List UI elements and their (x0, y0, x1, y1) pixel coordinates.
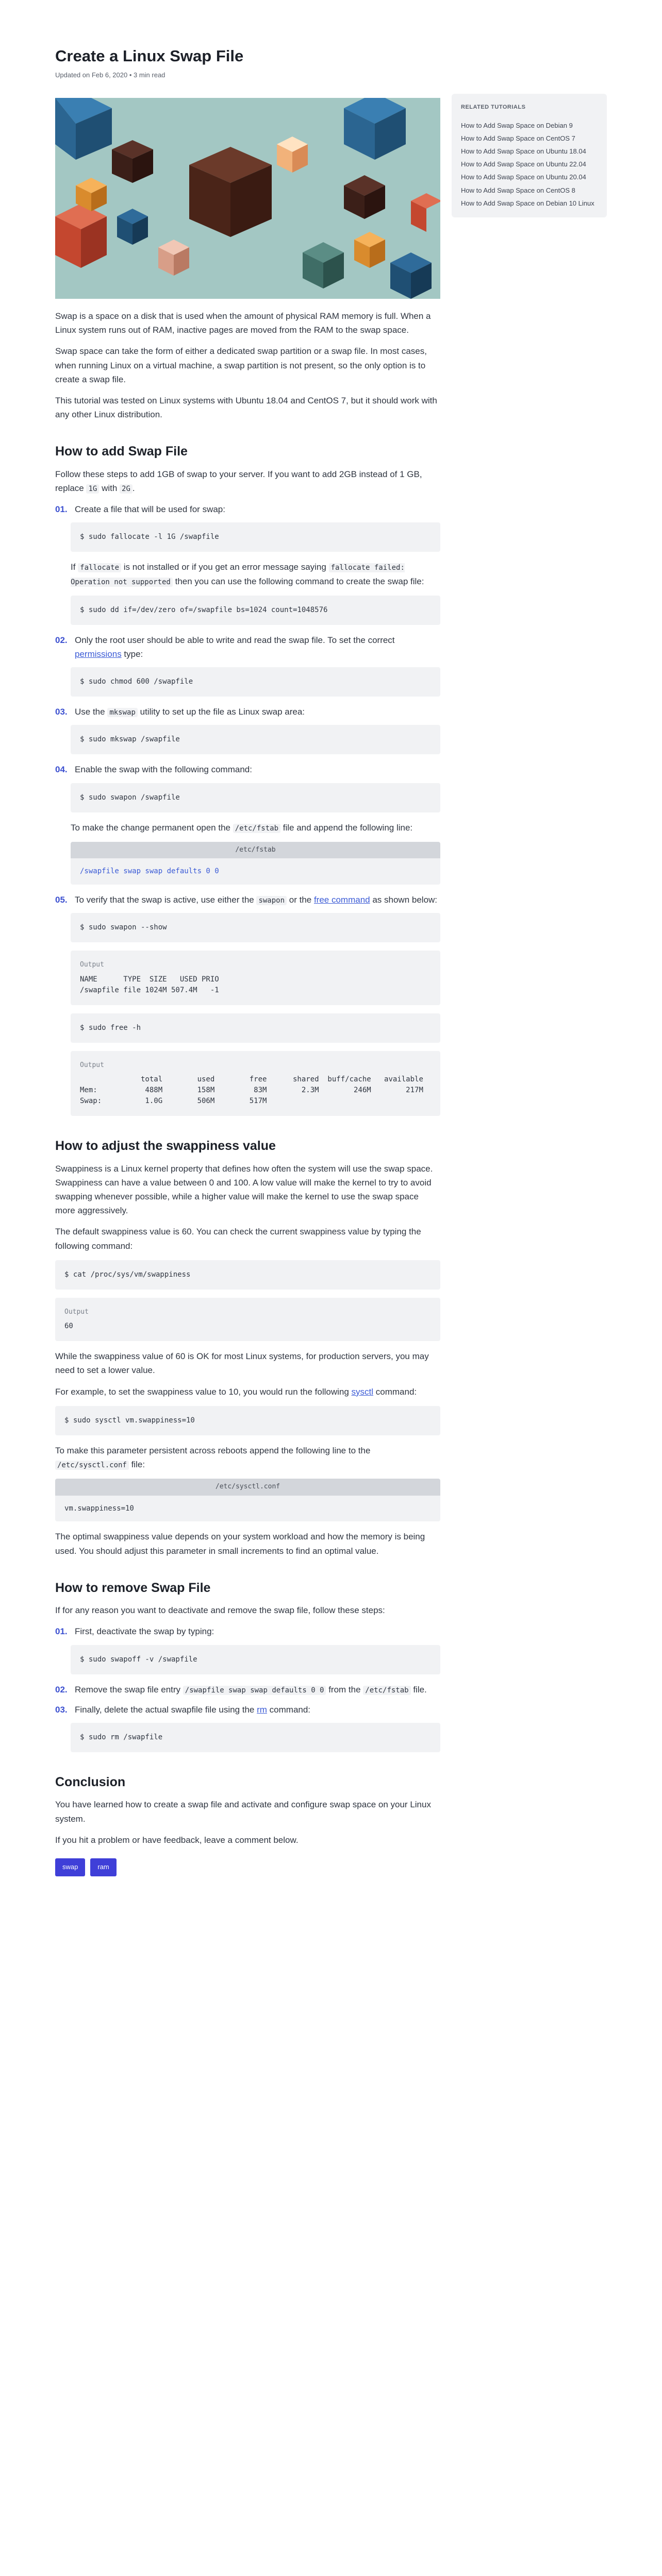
tag-ram[interactable]: ram (90, 1858, 116, 1876)
related-link[interactable]: How to Add Swap Space on CentOS 7 (461, 134, 575, 142)
sysctl-file-block (55, 1479, 440, 1521)
file-content[interactable]: /swapfile swap swap defaults 0 0 (71, 858, 440, 884)
related-link[interactable]: How to Add Swap Space on Debian 10 Linux (461, 199, 594, 207)
step-5: 05. To verify that the swap is active, use either the swapon or the free command as shown below: (55, 894, 438, 905)
swappiness-paragraph-6: The optimal swappiness value depends on your system workload and how the memory is being used. You should adjust this parameter in small increments to find an optimal value. (55, 1532, 425, 1556)
swappiness-paragraph-5: To make this parameter persistent across reboots append the following line to the /etc/sysctl.conf file: (55, 1445, 371, 1469)
code-block[interactable]: $ cat /proc/sys/vm/swappiness (55, 1260, 440, 1290)
output-block: Output NAME TYPE SIZE USED PRIO /swapfile file 1024M 507.4M -1 (71, 951, 440, 1005)
page-title: Create a Linux Swap File (55, 47, 244, 65)
remove-intro: If for any reason you want to deactivate and remove the swap file, follow these steps: (55, 1605, 385, 1616)
article-meta: Updated on Feb 6, 2020 • 3 min read (55, 71, 166, 79)
swappiness-paragraph-1: Swappiness is a Linux kernel property that defines how often the system will use the swap space. Swappiness can have a value between 0 and 100. A low value will make the kernel to try to avoid swapping whenever possible, while a higher value will make the kernel to use the swap space more aggressively. (55, 1163, 433, 1216)
intro-paragraph-1: Swap is a space on a disk that is used when the amount of physical RAM memory is full. When a Linux system runs out of RAM, inactive pages are moved from the RAM to the swap space. (55, 311, 431, 335)
file-name: /etc/sysctl.conf (55, 1479, 440, 1496)
code-block[interactable]: $ sudo fallocate -l 1G /swapfile (71, 522, 440, 552)
intro-paragraph-3: This tutorial was tested on Linux systems with Ubuntu 18.04 and CentOS 7, but it should work with any other Linux distribution. (55, 395, 437, 420)
code-block[interactable]: $ sudo rm /swapfile (71, 1723, 440, 1752)
sidebar-title: RELATED TUTORIALS (461, 104, 526, 110)
related-link[interactable]: How to Add Swap Space on Ubuntu 22.04 (461, 160, 586, 168)
code-block[interactable]: $ sudo free -h (71, 1013, 440, 1043)
output-block: Output total used free shared buff/cache available Mem: 488M 158M 83M 2.3M 246M 217M Swap: 1.0G 506M 517M (71, 1051, 440, 1116)
related-link[interactable]: How to Add Swap Space on Ubuntu 18.04 (461, 147, 586, 155)
related-link[interactable]: How to Add Swap Space on CentOS 8 (461, 186, 575, 194)
swappiness-paragraph-4: For example, to set the swappiness value to 10, you would run the following sysctl command: (55, 1386, 417, 1397)
file-name: /etc/fstab (71, 842, 440, 859)
cubes-illustration (55, 98, 440, 299)
heading-remove-swap: How to remove Swap File (55, 1580, 211, 1595)
add-intro: Follow these steps to add 1GB of swap to your server. If you want to add 2GB instead of 1 GB, replace 1G with 2G . (55, 469, 422, 493)
step-2: 02. Only the root user should be able to write and read the swap file. To set the correct permissions type: (55, 635, 395, 659)
remove-step-2: 02. Remove the swap file entry /swapfile swap swap defaults 0 0 from the /etc/fstab file. (55, 1684, 427, 1694)
file-content[interactable]: vm.swappiness=10 (55, 1496, 440, 1521)
step-3: 03. Use the mkswap utility to set up the file as Linux swap area: (55, 707, 305, 717)
related-link[interactable]: How to Add Swap Space on Ubuntu 20.04 (461, 173, 586, 181)
code-block[interactable]: $ sudo swapoff -v /swapfile (71, 1645, 440, 1674)
sysctl-link[interactable]: sysctl (351, 1386, 374, 1397)
code-block[interactable]: $ sudo mkswap /swapfile (71, 725, 440, 754)
intro-paragraph-2: Swap space can take the form of either a dedicated swap partition or a swap file. In most cases, when running Linux on a virtual machine, a swap partition is not present, so the only option is to create a swap file. (55, 346, 427, 384)
step-1-note: If fallocate is not installed or if you get an error message saying fallocate failed: Operation not supported then you can use the following command to create the swap file: (71, 562, 424, 586)
heading-add-swap: How to add Swap File (55, 444, 188, 459)
code-block[interactable]: $ sudo swapon /swapfile (71, 783, 440, 812)
free-command-link[interactable]: free command (313, 894, 370, 905)
code-block[interactable]: $ sudo sysctl vm.swappiness=10 (55, 1406, 440, 1435)
fstab-file-block (71, 842, 440, 885)
swappiness-paragraph-2: The default swappiness value is 60. You can check the current swappiness value by typing the following command: (55, 1227, 421, 1251)
hero-image (55, 98, 440, 299)
heading-swappiness: How to adjust the swappiness value (55, 1139, 276, 1154)
step-4: 04. Enable the swap with the following command: (55, 765, 252, 775)
code-block[interactable]: $ sudo chmod 600 /swapfile (71, 667, 440, 697)
tag-swap[interactable]: swap (55, 1858, 85, 1876)
remove-step-1: 01. First, deactivate the swap by typing: (55, 1626, 214, 1637)
remove-step-3: 03. Finally, delete the actual swapfile file using the rm command: (55, 1704, 311, 1715)
tag-list (55, 1858, 440, 1876)
permissions-link[interactable]: permissions (75, 649, 122, 659)
step-1: 01. Create a file that will be used for swap: (55, 504, 225, 515)
swappiness-paragraph-3: While the swappiness value of 60 is OK for most Linux systems, for production servers, you may need to set a lower value. (55, 1351, 429, 1376)
related-tutorials-sidebar (452, 94, 607, 217)
step-4-note: To make the change permanent open the /etc/fstab file and append the following line: (71, 822, 413, 833)
related-link[interactable]: How to Add Swap Space on Debian 9 (461, 121, 573, 129)
code-block[interactable]: $ sudo swapon --show (71, 913, 440, 942)
conclusion-paragraph-1: You have learned how to create a swap file and activate and configure swap space on your Linux system. (55, 1800, 431, 1824)
conclusion-paragraph-2: If you hit a problem or have feedback, leave a comment below. (55, 1835, 299, 1845)
output-block: Output 60 (55, 1298, 440, 1342)
code-block[interactable]: $ sudo dd if=/dev/zero of=/swapfile bs=1024 count=1048576 (71, 596, 440, 625)
rm-link[interactable]: rm (257, 1704, 267, 1715)
heading-conclusion: Conclusion (55, 1774, 126, 1789)
